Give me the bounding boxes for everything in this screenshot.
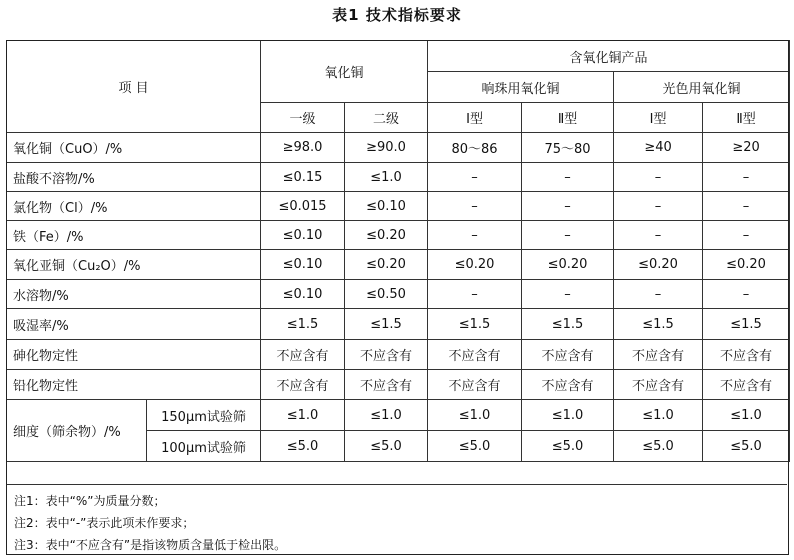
cell: ≤1.5 [428, 309, 522, 340]
fineness-label: 细度（筛余物）/% [7, 400, 147, 462]
table-row [7, 400, 790, 431]
table-row [7, 309, 790, 340]
cell: ≤5.0 [522, 431, 614, 462]
table-title: 表1 技术指标要求 [332, 6, 462, 24]
cell: ≤0.20 [522, 250, 614, 280]
sieve-label: 100μm试验筛 [147, 431, 261, 462]
cell: ≤1.5 [522, 309, 614, 340]
note-3: 注3：表中“不应含有”是指该物质含量低于检出限。 [14, 538, 287, 552]
header-item: 项 目 [7, 41, 261, 133]
cell: – [703, 280, 790, 309]
cell: ≤1.5 [261, 309, 345, 340]
cell: ≤0.50 [345, 280, 428, 309]
cell: ≤0.10 [345, 192, 428, 221]
cell: ≤1.0 [703, 400, 790, 431]
cell: – [703, 221, 790, 250]
table-row [7, 280, 790, 309]
cell: ≥20 [703, 133, 790, 163]
cell: ≥98.0 [261, 133, 345, 163]
cell: ≤1.0 [345, 163, 428, 192]
row-label: 铁（Fe）/% [7, 221, 261, 250]
table-row [7, 370, 790, 400]
cell: 不应含有 [261, 340, 345, 370]
cell: – [428, 192, 522, 221]
row-label: 氧化亚铜（Cu₂O）/% [7, 250, 261, 280]
cell: – [614, 192, 703, 221]
cell: ≤5.0 [614, 431, 703, 462]
cell: – [703, 163, 790, 192]
cell: ≤0.20 [703, 250, 790, 280]
cell: – [428, 221, 522, 250]
table-row [7, 250, 790, 280]
cell: 不应含有 [261, 370, 345, 400]
sieve-label: 150μm试验筛 [147, 400, 261, 431]
cell: – [703, 192, 790, 221]
cell: ≤0.20 [345, 250, 428, 280]
cell: – [614, 221, 703, 250]
cell: ≥90.0 [345, 133, 428, 163]
cell: ≤0.015 [261, 192, 345, 221]
cell: 不应含有 [522, 340, 614, 370]
cell: ≤0.10 [261, 250, 345, 280]
cell: ≤1.0 [522, 400, 614, 431]
row-label: 氧化铜（CuO）/% [7, 133, 261, 163]
table-row [7, 192, 790, 221]
cell: ≤1.0 [614, 400, 703, 431]
cell: ≤1.0 [345, 400, 428, 431]
table-row [7, 221, 790, 250]
row-label: 盐酸不溶物/% [7, 163, 261, 192]
cell: ≤5.0 [428, 431, 522, 462]
cell: – [428, 280, 522, 309]
cell: 不应含有 [703, 340, 790, 370]
cell: 不应含有 [428, 370, 522, 400]
row-label: 吸湿率/% [7, 309, 261, 340]
cell: ≤5.0 [703, 431, 790, 462]
header-type1a: Ⅰ型 [428, 103, 522, 133]
table-row [7, 340, 790, 370]
header-type2a: Ⅱ型 [522, 103, 614, 133]
cell: 75～80 [522, 133, 614, 163]
cell: ≤1.5 [345, 309, 428, 340]
header-grade2: 二级 [345, 103, 428, 133]
cell: 不应含有 [428, 340, 522, 370]
cell: – [614, 163, 703, 192]
cell: ≤0.20 [428, 250, 522, 280]
note-2: 注2：表中“-”表示此项未作要求； [14, 516, 195, 530]
header-type1b: Ⅰ型 [614, 103, 703, 133]
header-containing: 含氧化铜产品 [428, 41, 790, 72]
header-type2b: Ⅱ型 [703, 103, 790, 133]
cell: – [522, 163, 614, 192]
cell: – [522, 221, 614, 250]
cell: ≤5.0 [345, 431, 428, 462]
cell: ≤0.15 [261, 163, 345, 192]
row-label: 铅化物定性 [7, 370, 261, 400]
cell: – [522, 280, 614, 309]
cell: 不应含有 [614, 340, 703, 370]
cell: ≤0.20 [614, 250, 703, 280]
cell: 不应含有 [522, 370, 614, 400]
header-cuo: 氧化铜 [261, 41, 428, 103]
cell: ≤0.20 [345, 221, 428, 250]
cell: 不应含有 [703, 370, 790, 400]
note-1: 注1：表中“%”为质量分数； [14, 494, 166, 508]
row-label: 水溶物/% [7, 280, 261, 309]
cell: ≤1.0 [428, 400, 522, 431]
cell: – [428, 163, 522, 192]
table-row [7, 133, 790, 163]
header-colorant: 光色用氧化铜 [614, 72, 790, 103]
cell: 80～86 [428, 133, 522, 163]
cell: ≥40 [614, 133, 703, 163]
spec-table [6, 40, 790, 462]
cell: ≤0.10 [261, 221, 345, 250]
cell: 不应含有 [614, 370, 703, 400]
cell: ≤5.0 [261, 431, 345, 462]
cell: ≤1.5 [703, 309, 790, 340]
cell: ≤1.5 [614, 309, 703, 340]
row-label: 氯化物（Cl）/% [7, 192, 261, 221]
row-label: 砷化物定性 [7, 340, 261, 370]
cell: 不应含有 [345, 340, 428, 370]
cell: 不应含有 [345, 370, 428, 400]
notes-section [6, 484, 787, 555]
cell: – [614, 280, 703, 309]
header-grade1: 一级 [261, 103, 345, 133]
table-row [7, 163, 790, 192]
cell: ≤1.0 [261, 400, 345, 431]
cell: – [522, 192, 614, 221]
header-firecracker: 响珠用氧化铜 [428, 72, 614, 103]
cell: ≤0.10 [261, 280, 345, 309]
